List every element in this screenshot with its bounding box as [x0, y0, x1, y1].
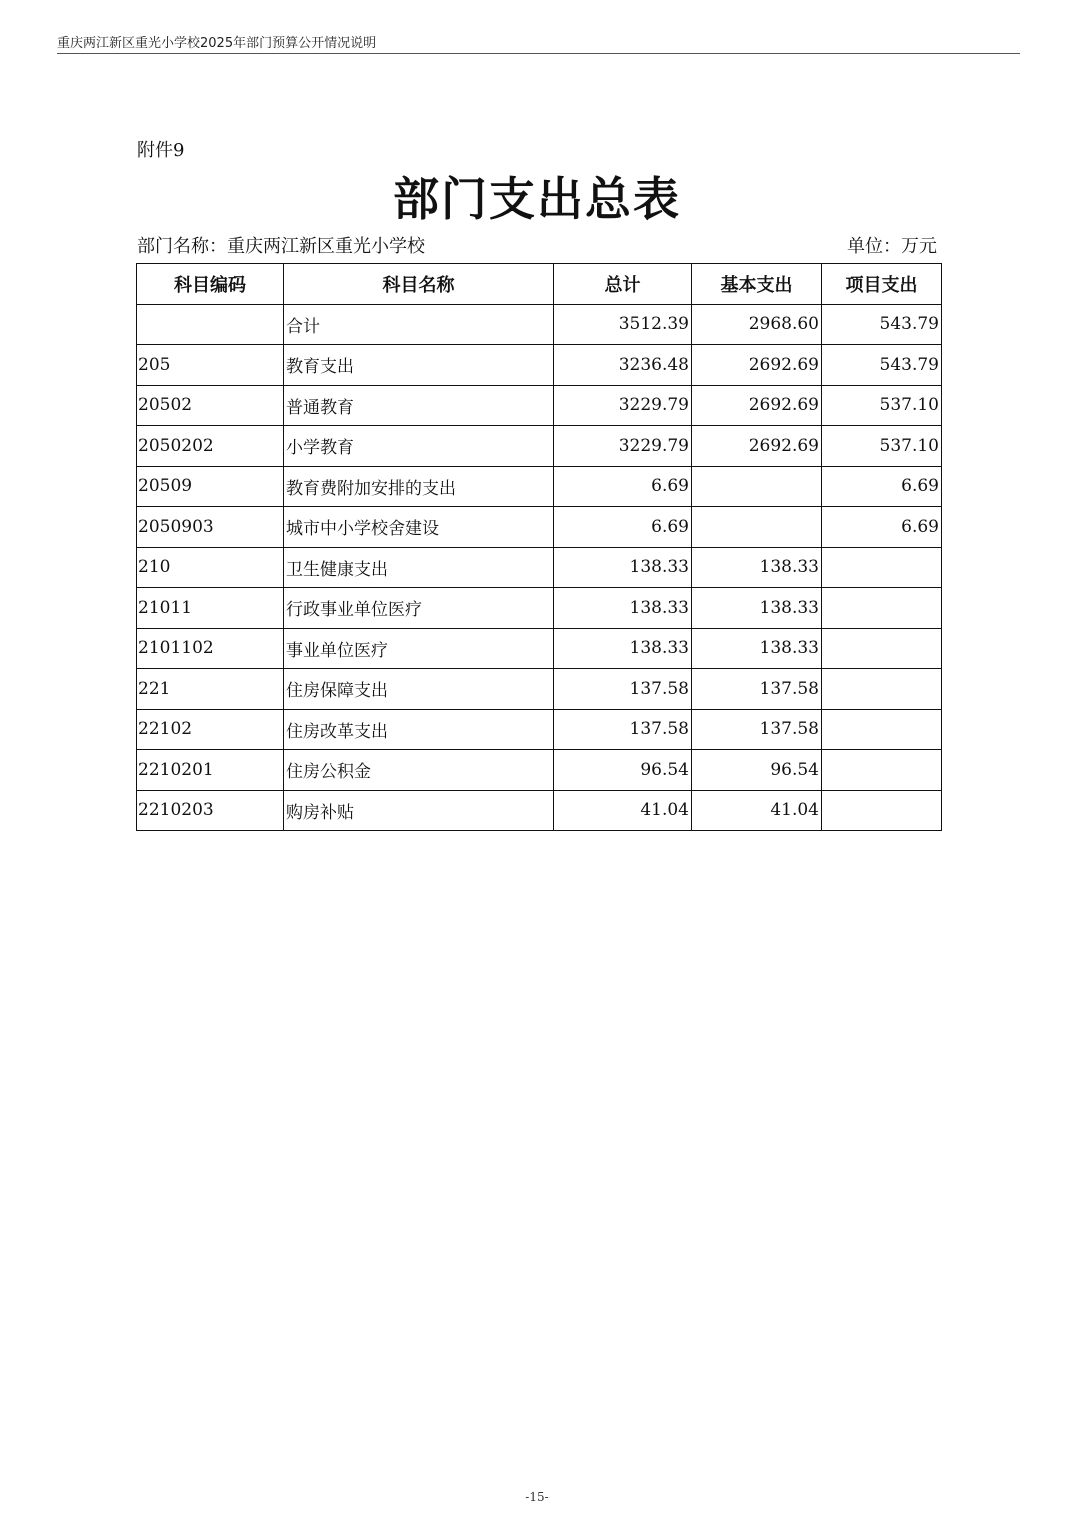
column-header-basic: 基本支出	[692, 264, 822, 305]
cell-project: 6.69	[822, 466, 942, 507]
cell-code: 2101102	[137, 628, 284, 669]
cell-name: 教育支出	[284, 345, 554, 386]
running-header: 重庆两江新区重光小学校2025年部门预算公开情况说明	[57, 36, 377, 51]
cell-project: 543.79	[822, 345, 942, 386]
cell-project: 537.10	[822, 385, 942, 426]
cell-total: 41.04	[554, 790, 692, 831]
table-row	[137, 507, 942, 548]
table-row	[137, 628, 942, 669]
cell-basic: 41.04	[692, 790, 822, 831]
unit-label: 单位：万元	[847, 236, 937, 257]
cell-code: 2210201	[137, 750, 284, 791]
cell-name: 住房保障支出	[284, 669, 554, 710]
table-header-row	[137, 264, 942, 305]
cell-project: 537.10	[822, 426, 942, 467]
cell-name: 普通教育	[284, 385, 554, 426]
cell-project	[822, 628, 942, 669]
cell-total: 138.33	[554, 588, 692, 629]
cell-code: 210	[137, 547, 284, 588]
table-row	[137, 750, 942, 791]
cell-code: 205	[137, 345, 284, 386]
cell-basic	[692, 466, 822, 507]
cell-basic: 2692.69	[692, 426, 822, 467]
cell-total: 6.69	[554, 507, 692, 548]
cell-basic: 2692.69	[692, 345, 822, 386]
cell-basic: 96.54	[692, 750, 822, 791]
cell-name: 教育费附加安排的支出	[284, 466, 554, 507]
cell-code: 2050202	[137, 426, 284, 467]
cell-name: 卫生健康支出	[284, 547, 554, 588]
attachment-label: 附件9	[137, 140, 185, 161]
cell-total: 138.33	[554, 628, 692, 669]
table-row	[137, 466, 942, 507]
cell-code: 2210203	[137, 790, 284, 831]
cell-project	[822, 790, 942, 831]
cell-code: 22102	[137, 709, 284, 750]
cell-name: 事业单位医疗	[284, 628, 554, 669]
cell-project	[822, 547, 942, 588]
table-row	[137, 547, 942, 588]
table-row	[137, 345, 942, 386]
cell-total: 138.33	[554, 547, 692, 588]
cell-total: 137.58	[554, 709, 692, 750]
cell-basic: 137.58	[692, 709, 822, 750]
cell-project	[822, 669, 942, 710]
cell-basic: 2692.69	[692, 385, 822, 426]
department-name: 部门名称：重庆两江新区重光小学校	[137, 236, 425, 257]
column-header-name: 科目名称	[284, 264, 554, 305]
cell-total: 3236.48	[554, 345, 692, 386]
cell-basic: 2968.60	[692, 304, 822, 345]
cell-basic: 138.33	[692, 628, 822, 669]
cell-project: 6.69	[822, 507, 942, 548]
cell-basic: 138.33	[692, 547, 822, 588]
cell-total: 3512.39	[554, 304, 692, 345]
cell-basic: 137.58	[692, 669, 822, 710]
table-row	[137, 385, 942, 426]
expenditure-table	[136, 263, 942, 831]
column-header-project: 项目支出	[822, 264, 942, 305]
document-title: 部门支出总表	[393, 172, 681, 226]
cell-code: 20509	[137, 466, 284, 507]
cell-name: 城市中小学校舍建设	[284, 507, 554, 548]
cell-code: 20502	[137, 385, 284, 426]
cell-total: 6.69	[554, 466, 692, 507]
cell-basic: 138.33	[692, 588, 822, 629]
cell-total: 3229.79	[554, 385, 692, 426]
table-row	[137, 588, 942, 629]
column-header-code: 科目编码	[137, 264, 284, 305]
cell-code	[137, 304, 284, 345]
page-number: -15-	[525, 1490, 549, 1504]
cell-project	[822, 709, 942, 750]
cell-project	[822, 588, 942, 629]
cell-basic	[692, 507, 822, 548]
table-row	[137, 426, 942, 467]
column-header-total: 总计	[554, 264, 692, 305]
table-row	[137, 669, 942, 710]
cell-total: 96.54	[554, 750, 692, 791]
cell-project	[822, 750, 942, 791]
table-row	[137, 709, 942, 750]
table-row	[137, 790, 942, 831]
cell-total: 137.58	[554, 669, 692, 710]
header-divider	[57, 53, 1020, 54]
cell-name: 合计	[284, 304, 554, 345]
cell-code: 221	[137, 669, 284, 710]
cell-total: 3229.79	[554, 426, 692, 467]
cell-name: 行政事业单位医疗	[284, 588, 554, 629]
cell-name: 住房改革支出	[284, 709, 554, 750]
cell-code: 21011	[137, 588, 284, 629]
cell-name: 购房补贴	[284, 790, 554, 831]
cell-code: 2050903	[137, 507, 284, 548]
cell-name: 住房公积金	[284, 750, 554, 791]
cell-project: 543.79	[822, 304, 942, 345]
cell-name: 小学教育	[284, 426, 554, 467]
table-row	[137, 304, 942, 345]
